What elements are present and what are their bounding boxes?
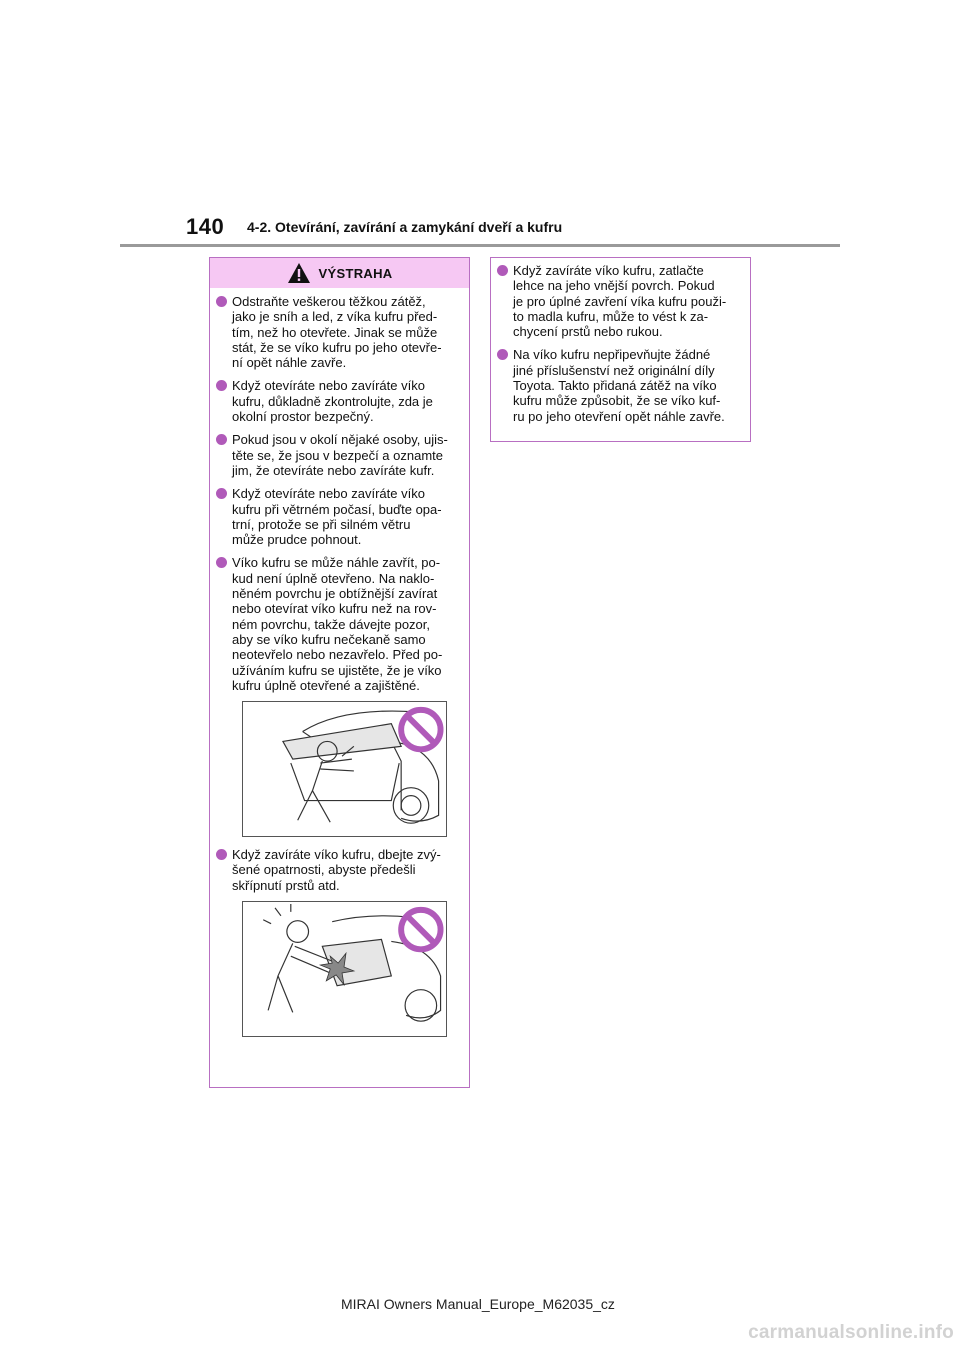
list-item bbox=[497, 347, 742, 423]
item-text: Víko kufru se může náhle zavřít, po- kud není úplně otevřeno. Na naklo- něném povrchu je obtížnější zavírat nebo otevírat víko kufru než na rov- ném povrchu, takže dávejte pozor, aby se víko kufru nečekaně samo neotevřelo nebo nezavřelo. Před po- užíváním kufru se ujistěte, že je víko kufru úplně otevřené a zajištěné. bbox=[232, 555, 443, 693]
footer-manual-id: MIRAI Owners Manual_Europe_M62035_cz bbox=[341, 1296, 615, 1312]
item-text: Když otevíráte nebo zavíráte víko kufru při větrném počasí, buďte opa- trní, protože se při silném větru může prudce pohnout. bbox=[232, 486, 442, 548]
bullet-icon bbox=[497, 265, 508, 276]
illustration-finger-pinch bbox=[242, 901, 447, 1037]
item-text: Na víko kufru nepřipevňujte žádné jiné příslušenství než originální díly Toyota. Takto přidaná zátěž na víko kufru může způsobit, že se víko kuf- ru po jeho otevření opět náhle zavře. bbox=[513, 347, 725, 424]
list-item bbox=[216, 294, 461, 370]
item-text: Když zavíráte víko kufru, dbejte zvý- šené opatrnosti, abyste předešli skřípnutí prstů atd. bbox=[232, 847, 441, 893]
page-header bbox=[0, 0, 960, 250]
list-item bbox=[216, 555, 461, 693]
finger-pinch-illustration-graphic bbox=[243, 902, 446, 1036]
section-title: 4-2. Otevírání, zavírání a zamykání dveří a kufru bbox=[247, 219, 563, 235]
warning-box-right bbox=[490, 257, 751, 442]
item-text: Když otevíráte nebo zavíráte víko kufru, důkladně zkontrolujte, zda je okolní prostor bezpečný. bbox=[232, 378, 433, 425]
bullet-icon bbox=[216, 380, 227, 391]
warning-items-right bbox=[491, 258, 750, 424]
bullet-icon bbox=[216, 488, 227, 499]
bullet-icon bbox=[497, 349, 508, 360]
item-text: Pokud jsou v okolí nějaké osoby, ujis- těte se, že jsou v bezpečí a oznamte jim, že otevíráte nebo zavíráte kufr. bbox=[232, 432, 448, 478]
list-item bbox=[216, 432, 461, 478]
prohibition-icon bbox=[401, 910, 440, 949]
page-number: 140 bbox=[186, 214, 225, 239]
warning-title: VÝSTRAHA bbox=[318, 265, 393, 281]
list-item bbox=[216, 486, 461, 547]
prohibition-icon bbox=[401, 710, 440, 749]
warning-header bbox=[210, 258, 469, 288]
list-item bbox=[216, 378, 461, 424]
item-text: Odstraňte veškerou těžkou zátěž, jako je sníh a led, z víka kufru před- tím, než ho otevřete. Jinak se může stát, že se víko kufru po jeho otevře- ní opět náhle zavře. bbox=[232, 294, 442, 371]
bullet-icon bbox=[216, 557, 227, 568]
bullet-icon bbox=[216, 434, 227, 445]
bullet-icon bbox=[216, 849, 227, 860]
list-item bbox=[497, 263, 742, 339]
trunk-open-illustration-graphic bbox=[243, 702, 446, 836]
list-item bbox=[216, 847, 461, 893]
warning-triangle-icon bbox=[287, 262, 311, 284]
warning-items-left bbox=[210, 288, 469, 1037]
watermark: carmanualsonline.info bbox=[748, 1322, 954, 1343]
header-divider bbox=[120, 244, 840, 247]
item-text: Když zavíráte víko kufru, zatlačte lehce na jeho vnější povrch. Pokud je pro úplné zavření víka kufru použi- to madla kufru, může to vést k za- chycení prstů nebo rukou. bbox=[513, 263, 727, 340]
warning-box-left bbox=[209, 257, 470, 1088]
bullet-icon bbox=[216, 296, 227, 307]
illustration-trunk-open bbox=[242, 701, 447, 837]
